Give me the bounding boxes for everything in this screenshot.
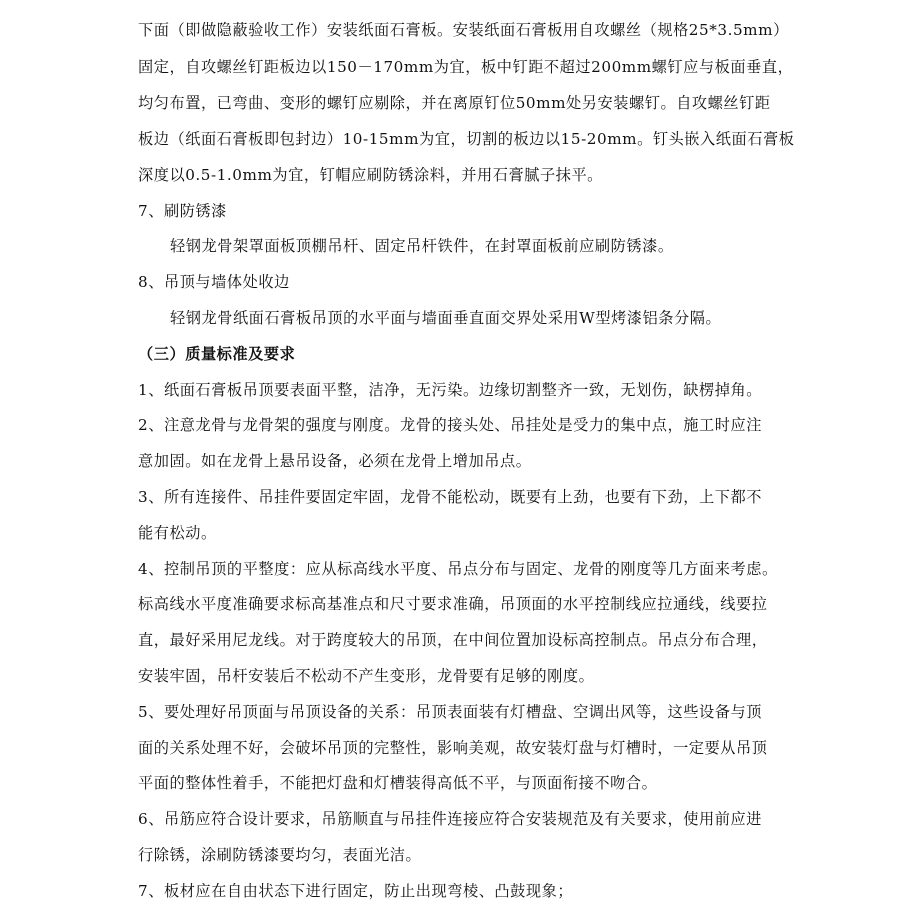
section-heading-7: 7、刷防锈漆 bbox=[138, 202, 227, 220]
list-item-line: 面的关系处理不好，会破坏吊顶的完整性，影响美观，故安装灯盘与灯槽时，一定要从吊顶 bbox=[138, 739, 768, 757]
list-item-line: 安装牢固，吊杆安装后不松动不产生变形，龙骨要有足够的刚度。 bbox=[138, 667, 595, 685]
paragraph-line: 均匀布置，已弯曲、变形的螺钉应剔除，并在离原钉位50mm处另安装螺钉。自攻螺丝钉距 bbox=[138, 94, 771, 112]
list-item-line: 能有松动。 bbox=[138, 524, 217, 542]
list-item-line: 7、板材应在自由状态下进行固定，防止出现弯棱、凸鼓现象； bbox=[138, 882, 574, 900]
list-item-line: 2、注意龙骨与龙骨架的强度与刚度。龙骨的接头处、吊挂处是受力的集中点，施工时应注 bbox=[138, 416, 762, 434]
list-item-line: 1、纸面石膏板吊顶要表面平整，洁净，无污染。边缘切割整齐一致，无划伤，缺楞掉角。 bbox=[138, 381, 762, 399]
paragraph-line: 轻钢龙骨纸面石膏板吊顶的水平面与墙面垂直面交界处采用W型烤漆铝条分隔。 bbox=[170, 309, 722, 327]
quality-standards-heading: （三）质量标准及要求 bbox=[138, 345, 296, 363]
paragraph-line: 轻钢龙骨架罩面板顶棚吊杆、固定吊杆铁件，在封罩面板前应刷防锈漆。 bbox=[170, 237, 674, 255]
list-item-line: 5、要处理好吊顶面与吊顶设备的关系：吊顶表面装有灯槽盘、空调出风等，这些设备与顶 bbox=[138, 703, 762, 721]
paragraph-line: 固定，自攻螺丝钉距板边以150－170mm为宜，板中钉距不超过200mm螺钉应与板面垂直， bbox=[138, 58, 794, 76]
list-item-line: 意加固。如在龙骨上悬吊设备，必须在龙骨上增加吊点。 bbox=[138, 452, 532, 470]
paragraph-line: 下面（即做隐蔽验收工作）安装纸面石膏板。安装纸面石膏板用自攻螺丝（规格25*3.5mm） bbox=[138, 21, 789, 39]
section-heading-8: 8、吊顶与墙体处收边 bbox=[138, 273, 290, 291]
list-item-line: 行除锈，涂刷防锈漆要均匀，表面光洁。 bbox=[138, 846, 422, 864]
list-item-line: 平面的整体性着手，不能把灯盘和灯槽装得高低不平，与顶面衔接不吻合。 bbox=[138, 774, 658, 792]
paragraph-line: 深度以0.5-1.0mm为宜，钉帽应刷防锈涂料，并用石膏腻子抹平。 bbox=[138, 166, 603, 184]
list-item-line: 标高线水平度准确要求标高基准点和尺寸要求准确，吊顶面的水平控制线应拉通线，线要拉 bbox=[138, 595, 768, 613]
list-item-line: 直，最好采用尼龙线。对于跨度较大的吊顶，在中间位置加设标高控制点。吊点分布合理， bbox=[138, 631, 768, 649]
paragraph-line: 板边（纸面石膏板即包封边）10-15mm为宜，切割的板边以15-20mm。钉头嵌入纸面石膏板 bbox=[138, 130, 795, 148]
list-item-line: 3、所有连接件、吊挂件要固定牢固，龙骨不能松动，既要有上劲，也要有下劲，上下都不 bbox=[138, 488, 762, 506]
list-item-line: 6、吊筋应符合设计要求，吊筋顺直与吊挂件连接应符合安装规范及有关要求，使用前应进 bbox=[138, 810, 762, 828]
list-item-line: 4、控制吊顶的平整度：应从标高线水平度、吊点分布与固定、龙骨的刚度等几方面来考虑。 bbox=[138, 560, 778, 578]
